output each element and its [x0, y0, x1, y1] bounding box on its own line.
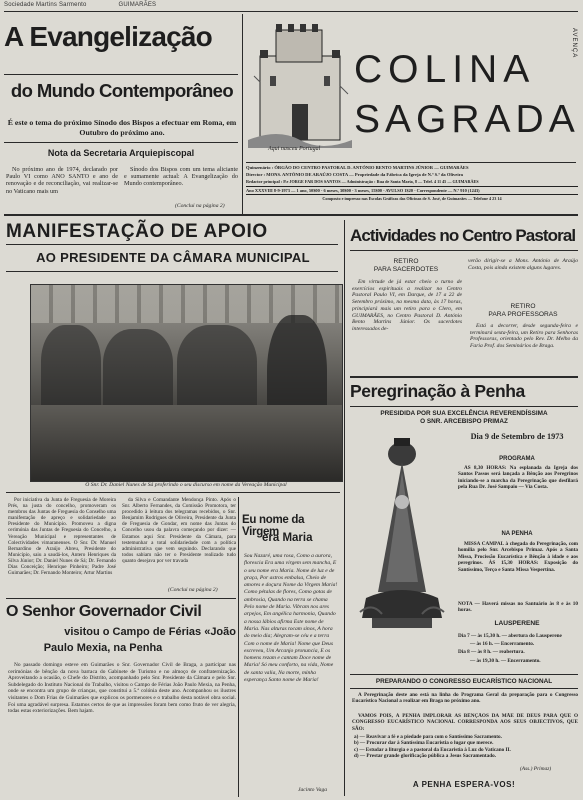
- lead-subtitle-title: do Mundo Contemporâneo: [10, 80, 234, 101]
- penha-p2-text: MISSA CAMPAL à chegada do Peregrinação, com homilia pelo Snr. Arcebispo Primaz. Após a Santa Missa, Procissão Eucarística e Bênção à idade e aos peregrinos. ÀS 15,30 HORAS: Exposição do Santíssimo, Terço e Santa Missa Vespertina.: [458, 541, 578, 573]
- actividades-rule: [350, 250, 578, 251]
- retiro-1-line-2: PARA SACERDOTES: [373, 266, 439, 273]
- penha-rule-top: [350, 376, 578, 378]
- retiro-2-line-1: RETIRO: [510, 303, 536, 310]
- manif-subtitle: AO PRESIDENTE DA CÂMARA MUNICIPAL: [36, 250, 310, 265]
- masthead-line-4: Ano XXXVIII 8-9-1973 — 1 ano, 50$00 - 6 meses, 30$00 - 3 meses, 15$00 - AVULSO 1$20 - Correspondente — N.º 910 (1243): [246, 186, 578, 195]
- congresso-title: PREPARANDO O CONGRESSO EUCARÍSTICO NACIONAL: [375, 678, 553, 685]
- top-label: [4, 2, 156, 8]
- objective-c: c) — Estudar a liturgia e a pastoral da Eucaristia à Luz do Vaticano II.: [354, 746, 511, 753]
- congresso-vamos: [352, 713, 578, 733]
- lead-title: A Evangelização: [4, 21, 212, 52]
- manif-col2-text: da Silva e Comandante Mendonça Pinto. Após o Snr. Alberto Fernandes, da Comissão Promotora, ter procedido à leitura dos telegramas recebidos, o Snr. Benjamim Rodrigues de Oliveira, Presidente da Junta de Freguesia de Gondar, em nome das Juntas do Concelho usou da palavra começando por dizer: — Estamos aqui Snr. Presidente da Câmara, para testemunhar a total solidariedade com a política administrativa que vem seguindo. Declarando que todos sabiam não ter o Presidente realizado tudo quanto desejava por ver travada: [122, 497, 236, 564]
- lead-col1-text: No próximo ano de 1974, declarado por Paulo VI como ANO SANTO e ano de renovação e de reconciliação, vai realizar-se no Vaticano mais um: [6, 166, 118, 195]
- masthead-divider: [242, 14, 243, 214]
- retiro-sacerdotes-heading: [350, 258, 462, 274]
- lead-rule-2: [4, 142, 238, 143]
- masthead-line-5: Composto e impresso nas Escolas Gráficas das Oficinas de S. José, de Guimarães — Telefone 4 23 14: [322, 195, 502, 201]
- poem-title-2: era Maria: [262, 532, 313, 544]
- penha-rule: [350, 406, 578, 407]
- actividades-title: Actividades no Centro Pastoral: [350, 226, 576, 245]
- lead-column-1: [6, 166, 118, 208]
- masthead-line-2: Director : MONS. ANTÓNIO DE ARAÚJO COSTA — Propriedade da Fábrica da Igreja de N.ª S.ª da Oliveira: [246, 172, 463, 178]
- congresso-vamos-text: VAMOS POIS, À PENHA IMPLORAR AS BÊNÇÃOS DA MÃE DE DEUS PARA QUE O CONGRESSO EUCARÍSTICO NACIONAL CORRESPONDA AOS SEUS OBJECTIVOS, QUE SÃO:: [352, 713, 578, 732]
- poem-divider: [238, 497, 239, 797]
- lead-continued: (Conclui na página 2): [175, 203, 225, 209]
- penha-sub-1: PRESIDIDA POR SUA EXCELÊNCIA REVERENDÍSSIMA: [380, 410, 548, 417]
- lausperene-list: [458, 632, 578, 665]
- poem-author: Jacinto Vaga: [298, 787, 328, 793]
- retiro-1-line-1: RETIRO: [393, 258, 419, 265]
- lead-column-2: [124, 166, 238, 200]
- photo-crowd-3: [177, 325, 257, 417]
- masthead-line-1: Quinzenário : ÓRGÃO DO CENTRO PASTORAL D. ANTÓNIO BENTO MARTINS JÚNIOR — GUIMARÃES: [246, 165, 469, 170]
- lausperene-1: Dia 7 — às 15,30 h. — abertura do Lausperene: [458, 633, 562, 639]
- penha-presidida: [350, 410, 578, 426]
- congresso-objectives: [354, 734, 578, 760]
- masthead-info: [246, 164, 578, 202]
- poem-body: [244, 553, 338, 785]
- masthead-title-1: COLINA: [354, 48, 536, 91]
- actividades-column-1: [352, 279, 462, 375]
- castle-illustration-icon: [248, 16, 352, 156]
- gov-title: O Senhor Governador Civil: [6, 603, 202, 620]
- virgin-statue: [352, 432, 452, 632]
- congresso-body: [352, 692, 578, 712]
- congresso-signed: (Ass.) Primaz): [520, 766, 552, 772]
- photo-crowd-1: [41, 325, 101, 415]
- retiro-professoras-heading: [468, 303, 578, 319]
- lead-note: Nota da Secretaria Arquiepiscopal: [47, 148, 195, 158]
- actividades-column-2b: [470, 323, 578, 373]
- manif-title: MANIFESTAÇÃO DE APOIO: [6, 221, 268, 242]
- penha-espera: A PENHA ESPERA-VOS!: [412, 780, 516, 789]
- gov-body: [8, 662, 236, 796]
- penha-nota: [458, 601, 578, 614]
- right-divider: [344, 220, 345, 796]
- virgin-statue-icon: [352, 432, 452, 632]
- manif-column-1: [8, 497, 116, 597]
- poem-text: Sou Nazaré, uma rosa, Como a aurora, florescia Era uma virgem sem mancha, E o seu nome era Maria. Nome de luz e de graça, Por astros embalsa, Cheio de amores e doçura Nome da Virgem Maria! Como pétalas de flores, Como gotas de ambrosia, Quando na terra se chama Pelo nome de Maria. Vibram nos ares arpejos, Em angélica harmonia, Quando a nossa lábios afirma Este nome de Maria. Nas alturas tocam sinos, A hora do meio dia; Alegram-se céu e a terra Com o nome de Maria! Nome que Deus escreveu, Um Arcanjo pronuncia, E os homens rezam e cantam Doce nome de Maria! Só meu conforto, na vida, Nome de santa valia, Na morte, minha esperança Santo nome de Maria!: [244, 553, 338, 684]
- retiro-2-line-2: PARA PROFESSORAS: [488, 311, 558, 318]
- penha-program: PROGRAMA: [499, 456, 535, 462]
- manif-photo: [30, 284, 343, 482]
- photo-crowd-2: [103, 329, 173, 415]
- penha-title: Peregrinação à Penha: [350, 381, 525, 401]
- top-rule: [4, 11, 578, 12]
- masthead-side-label: AVENÇA: [571, 28, 577, 59]
- penha-date: Dia 9 de Setembro de 1973: [470, 432, 564, 441]
- objective-a: a) — Reavivar a fé e a piedade para com o Santíssimo Sacramento.: [354, 734, 502, 740]
- masthead-illustration: [248, 16, 352, 156]
- lausperene-3: Dia 8 — às 8 h. — reabertura.: [458, 649, 525, 656]
- penha-p1-text: ÀS 8,30 HORAS: Na esplanada da Igreja dos Santos Passos será lançada a Bênção aos Peregrinos iniciando-se a marcha da Peregrinação que desfilará pela Rua Dr. José Sampaio — Via Costa.: [458, 465, 578, 491]
- photo-table: [31, 405, 342, 481]
- objective-b: b) — Procurar dar à Santíssima Eucaristia o lugar que merece.: [354, 740, 494, 747]
- masthead-rule-1: [246, 162, 576, 163]
- masthead-title-2: SAGRADA: [354, 98, 580, 141]
- gov-text: No passado domingo esteve em Guimarães o Snr. Governador Civil de Braga, a participar nas cerimónias de bênção da nova barraca do Gabinete de Turismo e no almoço de confraternização. Aproveitando a ocasião, o Chefe do Distrito, acompanhado pelo Snr. Presidente da Câmara e pelo Snr. Subdelegado do Instituto Nacional do Trabalho, visitou o Campo de Férias João Paulo Mexia, na Penha, onde se encontra um grupo de crianças, que constitui a 5.ª colónia deste ano. Acompanhou os ilustres visitantes o Dom Frias de Guimarães que explicou os pormenores e o trabalho desta notável obra social. Foi uma agradável surpresa. Estamos certos de que as impressões foram bem como fruto de ver alegria, todas estas exteriorizações. Bem hajam.: [8, 662, 236, 715]
- actividades-col2a-text: verão dirigir-se a Mons. António de Araújo Costa, pois ainda existem alguns lugares.: [468, 258, 578, 271]
- objective-d: d) — Prestar grande glorificação pública a Jesus Sacramentado.: [354, 753, 497, 760]
- gov-subtitle-1: visitou o Campo de Férias «João: [64, 626, 236, 638]
- gov-subtitle-2: Paulo Mexia, na Penha: [43, 642, 163, 654]
- lausperene-2: — às 16 h. — Encerramento.: [470, 641, 535, 648]
- penha-sub-2: O SNR. ARCEBISPO PRIMAZ: [420, 418, 508, 425]
- lead-subtitle: É este o tema do próximo Sínodo dos Bispos a efectuar em Roma, em Outubro do próximo ano.: [7, 118, 237, 137]
- congresso-rule: [350, 674, 578, 675]
- actividades-column-2a: [468, 258, 578, 282]
- gov-rule-top: [6, 598, 236, 599]
- section-rule: [4, 214, 578, 216]
- masthead-caption: Aqui nasceu Portugal: [268, 146, 321, 152]
- lausperene-4: — às 19,30 h. — Encerramento.: [470, 657, 541, 664]
- manif-rule: [6, 244, 338, 245]
- manif-col1-text: Por iniciativa da Junta de Freguesia de Moreira Prés, na justa do concelho, promoveram os membros das Juntas de Freguesia do Conselho uma manifestação de apreço e solidariedade ao Presidente do Município. Promoveu a digna cerimónia das Juntas de Freguesia do Concelho, a Vereação Municipal e representantes de Colectividades vimaranenses. O Snr. Dr. Manuel Bernardino de Araújo Abreu, Presidente do Município, saiu a saudá-los, Antero Henriques da Silva Júnior; Dr. Daniel Nunes de Sá; Dr. Fernando Dias Conceição; Henrique Pinheiro; Padre José Guimarães; Dr. Fernando Monteiro; Artur Martins: [8, 497, 116, 577]
- poem-title-1: Eu nome da Virgem: [242, 514, 305, 538]
- lead-title-rule: [4, 74, 238, 75]
- city-name: GUIMARÃES: [118, 2, 157, 8]
- masthead-line-3: Redactor principal : P.e JORGE FAR DOS SANTOS — Administração : Rua de Santa Maria, 8 — Telef. 4 11 45 — GUIMARÃES: [246, 179, 479, 185]
- manif-continued: (Conclui na página 2): [168, 587, 218, 593]
- na-penha-heading: NA PENHA: [501, 531, 533, 537]
- congresso-rule-2: [350, 688, 578, 689]
- penha-nota-text: NOTA — Haverá missas no Santuário às 8 e às 10 horas.: [458, 601, 578, 614]
- penha-p1: [458, 465, 578, 517]
- lead-col2-text: Sínodo dos Bispos com um tema aliciante e sumamente actual: A Evangelização do Mundo contemporâneo.: [124, 166, 238, 188]
- penha-p2: [458, 541, 578, 599]
- manif-column-2: [122, 497, 236, 583]
- actividades-col1-text: Em virtude de já estar cheio o turno de exercícios espirituais a realizar no Centro Pastoral Paulo VI, em Darque, de 17 a 22 de Setembro próximo, na mesma data, às 17 horas, principiará mais um retiro para o Clero, em GUIMARÃES, no Centro Pastoral D. António Bento Martins Júnior. Os sacerdotes interessados de-: [352, 279, 462, 332]
- manif-photo-caption: O Snr. Dr. Daniel Nunes de Sá proferindo o seu discurso em nome da Vereação Municipal: [85, 482, 287, 488]
- actividades-col2b-text: Está a decorrer, desde segunda-feira e terminará sexta-feira, um Retiro para Senhoras Professoras, orientado pelo Rev. Dr. Melho da Faria Prof. dos Seminários de Braga.: [470, 323, 578, 350]
- congresso-body-text: A Peregrinação deste ano está na linha do Programa Geral da preparação para o Congresso Eucarístico Nacional a realizar em Braga no próximo ano.: [352, 692, 578, 705]
- society-name: Sociedade Martins Sarmento: [4, 2, 87, 8]
- lausperene-heading: LAUSPERENE: [494, 620, 540, 627]
- manif-rule-2: [6, 271, 338, 272]
- manif-rule-3: [6, 492, 340, 493]
